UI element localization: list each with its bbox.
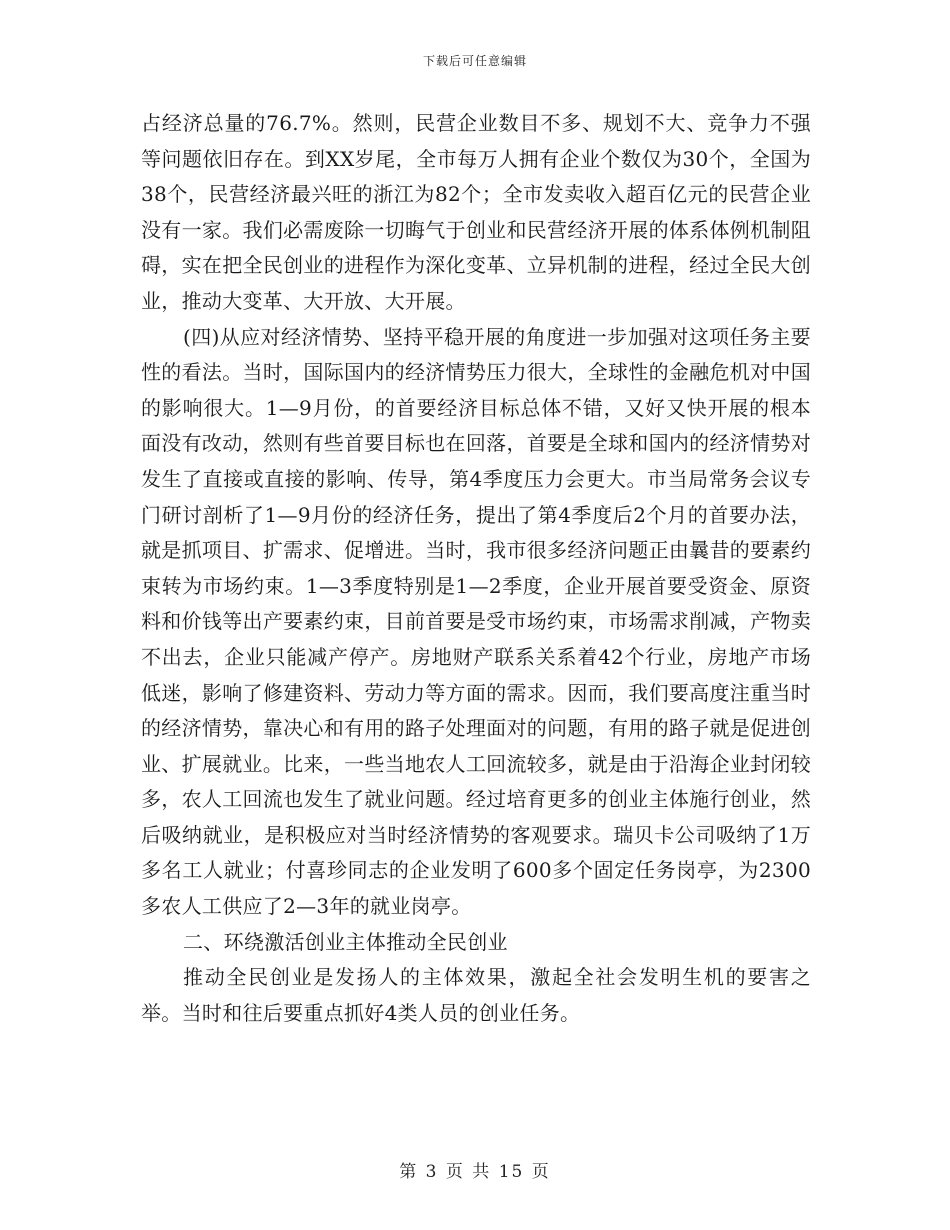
paragraph-continuation: 占经济总量的76.7%。然则，民营企业数目不多、规划不大、竞争力不强等问题依旧存在。到XX岁尾，全市每万人拥有企业个数仅为30个，全国为38个，民营经济最兴旺的浙江为82个；全市发卖收入超百亿元的民营企业没有一家。我们必需废除一切晦气于创业和民营经济开展的体系体例机制阻碍，实在把全民创业的进程作为深化变革、立异机制的进程，经过全民大创业，推动大变革、大开放、大开展。 bbox=[141, 111, 811, 313]
document-body bbox=[141, 106, 811, 1031]
page-footer: 第 3 页 共 15 页 bbox=[399, 1162, 551, 1182]
paragraph-section-four: (四)从应对经济情势、坚持平稳开展的角度进一步加强对这项任务主要性的看法。当时，国际国内的经济情势压力很大，全球性的金融危机对中国的影响很大。1—9月份，的首要经济目标总体不错，又好又快开展的根本面没有改动，然则有些首要目标也在回落，首要是全球和国内的经济情势对发生了直接或直接的影响、传导，第4季度压力会更大。市当局常务会议专门研讨剖析了1—9月份的经济任务，提出了第4季度后2个月的首要办法，就是抓项目、扩需求、促增进。当时，我市很多经济问题正由曩昔的要素约束转为市场约束。1—3季度特别是1—2季度，企业开展首要受资金、原资料和价钱等出产要素约束，目前首要是受市场约束，市场需求削减，产物卖不出去，企业只能减产停产。房地财产联系关系着42个行业，房地产市场低迷，影响了修建资料、劳动力等方面的需求。因而，我们要高度注重当时的经济情势，靠决心和有用的路子处理面对的问题，有用的路子就是促进创业、扩展就业。比来，一些当地农人工回流较多，就是由于沿海企业封闭较多，农人工回流也发生了就业问题。经过培育更多的创业主体施行创业，然后吸纳就业，是积极应对当时经济情势的客观要求。瑞贝卡公司吸纳了1万多名工人就业；付喜珍同志的企业发明了600多个固定任务岗亭，为2300多农人工供应了2—3年的就业岗亭。 bbox=[141, 324, 811, 919]
paragraph-section-two-intro: 推动全民创业是发扬人的主体效果，激起全社会发明生机的要害之举。当时和往后要重点抓好4类人员的创业任务。 bbox=[141, 965, 811, 1025]
section-heading-two: 二、环绕激活创业主体推动全民创业 bbox=[183, 929, 508, 954]
page-header: 下载后可任意编辑 bbox=[422, 54, 527, 68]
